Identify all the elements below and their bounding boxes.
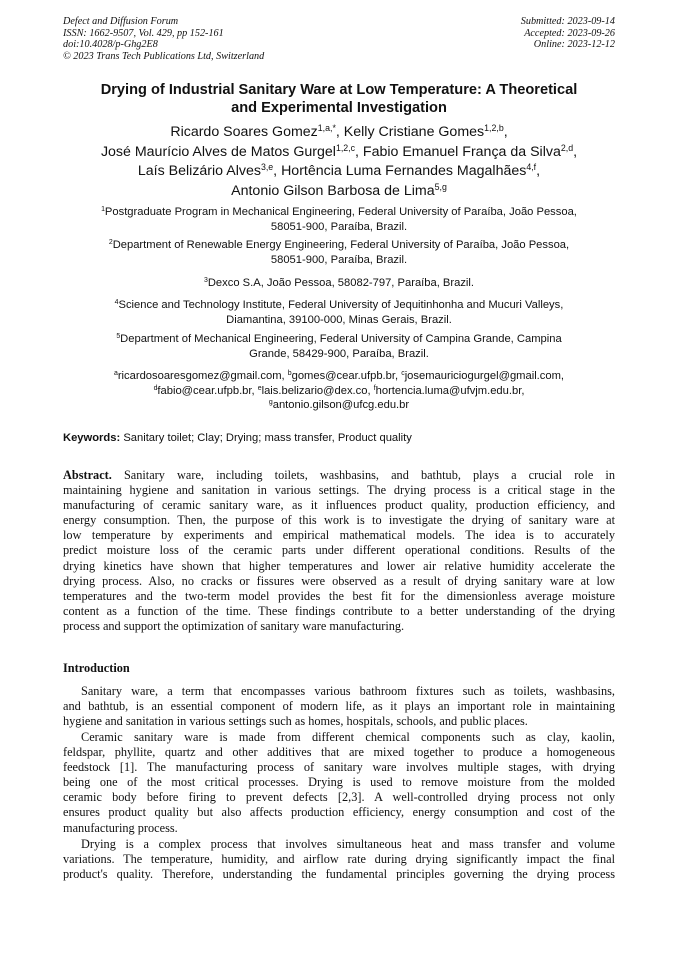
author-affil: 1,2,c [335,142,356,153]
body-line: ceramic body before firing to prevent defects [2,3]. A well-controlled drying process not only [63,790,615,805]
abstract-label: Abstract. [63,468,112,482]
intro-paragraph-2 [63,730,615,836]
author-affil: 1,a,* [317,123,336,134]
affil-number: 3 [203,277,208,285]
affiliation-5 [60,332,618,361]
journal-doi: doi:10.4028/p-Ghg2E8 [63,39,158,51]
affil-text: Science and Technology Institute, Federal University of Jequitinhonha and Mucuri Valleys, [118,299,564,311]
intro-paragraph-3 [63,837,615,882]
accepted-date: Accepted: 2023-09-26 [524,27,615,39]
abstract-line: content as a function of the time. These findings contribute to a better understanding of the drying [63,603,615,618]
email-link[interactable]: ricardosoaresgomez@gmail.com, [117,370,285,382]
body-line: being one of the most critical processes. Drying is used to remove moisture from the molded [63,775,615,790]
affil-number: 5 [116,333,121,341]
abstract [63,468,615,634]
author-list [40,123,638,201]
journal-issn: ISSN: 1662-9507, Vol. 429, pp 152-161 [63,27,224,39]
abstract-line: predict moisture loss of the ceramic parts under different operational conditions. Results of the [63,543,615,558]
keywords [63,432,412,444]
affil-number: 1 [101,206,105,214]
affil-text: 58051-900, Paraíba, Brazil. [270,220,408,233]
abstract-line: Sanitary ware, including toilets, washbasins, and bathtub, plays a crucial role in [111,468,615,482]
author-affil: 5,g [434,181,447,192]
affiliation-3 [60,276,618,291]
affil-number: 4 [114,299,119,307]
author-name: José Maurício Alves de Matos Gurgel [100,143,336,160]
abstract-line: manufacturing of ceramic sanitary ware, as it influences product quality, production efficiency, and [63,498,615,513]
author-name: Antonio Gilson Barbosa de Lima [231,182,435,199]
author-affil: 2,d [560,142,574,153]
keywords-label: Keywords: [63,432,121,444]
abstract-line: drying kinetics have shown that higher temperatures and lower air relative humidity accelerate the [63,558,615,573]
body-line: ensures product quality but also affects production efficiency, energy consumption and cost of the [63,805,615,820]
affil-text: Department of Mechanical Engineering, Federal University of Campina Grande, Campina [120,333,562,345]
journal-name: Defect and Diffusion Forum [63,16,179,27]
affil-text: Dexco S.A, João Pessoa, 58082-797, Paraíba, Brazil. [207,277,475,289]
submitted-date: Submitted: 2023-09-14 [520,16,615,27]
author-line-3: Laís Belizário Alves$^{3,e}$, Hortência Luma Fernandes Magalhães$^{4,f}$, [137,162,541,179]
author-affil: 3,e [260,162,274,173]
author-name: Kelly Cristiane Gomes [343,124,485,140]
affiliation-2 [60,238,618,267]
keywords-text: Sanitary toilet; Clay; Drying; mass transfer, Product quality [123,432,412,444]
affil-text: Grande, 58429-900, Paraíba, Brazil. [249,347,429,360]
title-line-2: and Experimental Investigation [231,99,447,116]
author-line-2: José Maurício Alves de Matos Gurgel$^{1,2,c}$, Fabio Emanuel França da Silva$^{2,d}$, [100,142,578,160]
author-affil: 4,f [526,162,537,173]
body-line: manufacturing process. [63,820,178,835]
author-line-4 [40,182,638,202]
intro-paragraph-1 [63,684,615,729]
email-link[interactable]: hortencia.luma@ufvjm.edu.br, [375,384,525,397]
affil-text: Department of Renewable Energy Engineering, Federal University of Paraíba, João Pessoa, [112,239,570,251]
author-line-1: Ricardo Soares Gomez$^{1,a,*}$, Kelly Cristiane Gomes$^{1,2,b}$, [170,123,508,140]
title-line-1: Drying of Industrial Sanitary Ware at Low Temperature: A Theoretical [100,82,578,98]
body-line: and bathtub, is an essential component of modern life, as it plays an important role in maintaining [63,699,615,714]
abstract-line: low temperature by experiments and empirical mathematical models. The idea is to accurately [63,528,615,543]
affil-text: Postgraduate Program in Mechanical Engineering, Federal University of Paraíba, João Pessoa, [104,206,577,218]
email-link[interactable]: josemauriciogurgel@gmail.com, [404,370,565,382]
paper-title [63,82,615,117]
author-name: Ricardo Soares Gomez [170,124,318,140]
online-date: Online: 2023-12-12 [533,39,615,51]
email-link[interactable]: antonio.gilson@ufcg.edu.br [272,399,410,412]
author-affil: 1,2,b [484,123,504,134]
affiliation-1 [60,205,618,234]
author-name: Hortência Luma Fernandes Magalhães [281,163,527,179]
journal-info [63,16,264,62]
publication-dates [521,16,615,51]
body-line: feldspar, phyllite, quartz and other additives that are mixed together to produce a homogeneous [63,745,615,760]
body-line: feedstock [1]. The manufacturing process of sanitary ware involves multiple stages, with drying [63,760,615,775]
abstract-line: process and support the optimization of sanitary ware manufacturing. [63,618,405,633]
body-line: variations. The temperature, humidity, and airflow rate during drying significantly impact the final [63,852,615,867]
body-line: Ceramic sanitary ware is made from different chemical components such as clay, kaolin, [81,730,615,744]
section-heading-introduction: Introduction [63,661,130,675]
abstract-line: drying process. Also, no cracks or fissures were observed as a result of drying sanitary ware at low [63,573,615,588]
abstract-line: maintaining hygiene and sanitation in various settings. The drying process is a critical stage in the [63,483,615,498]
body-line: Drying is a complex process that involves simultaneous heat and mass transfer and volume [81,837,615,851]
body-line: product's quality. Therefore, understanding the fundamental principles governing the drying process [63,867,615,882]
email-list: $^a$ricardosoaresgomez@gmail.com, $^b$gomes@cear.ufpb.br, $^c$josemauriciogurgel@gmail.com, $^d$fabio@cear.ufpb.br, $^e$lais.belizario@dex.co, $^f$hortencia.luma@ufvjm.edu.br, $^g$antonio.gilson@ufcg.edu.br [113,370,565,412]
affil-text: 58051-900, Paraíba, Brazil. [270,253,408,266]
affiliation-4 [60,298,618,327]
abstract-line: energy consumption. Then, the purpose of this work is to investigate the drying of sanitary ware at [63,513,615,528]
body-line: hygiene and sanitation in various settings such as homes, hospitals, schools, and public places. [63,714,528,729]
body-line: Sanitary ware, a term that encompasses various bathroom fixtures such as toilets, washbasins, [81,684,615,698]
journal-copyright: © 2023 Trans Tech Publications Ltd, Switzerland [63,50,265,62]
email-link[interactable]: fabio@cear.ufpb.br, [157,384,255,397]
affil-number: 2 [108,239,113,247]
email-link[interactable]: gomes@cear.ufpb.br, [291,370,399,382]
affil-text: Diamantina, 39100-000, Minas Gerais, Brazil. [226,313,452,326]
author-name: Fabio Emanuel França da Silva [362,143,561,160]
email-link[interactable]: lais.belizario@dex.co, [261,384,371,397]
author-name: Laís Belizário Alves [137,163,261,179]
abstract-line: temperatures and the two-term model provides the best fit for the dimensionless average moisture [63,588,615,603]
